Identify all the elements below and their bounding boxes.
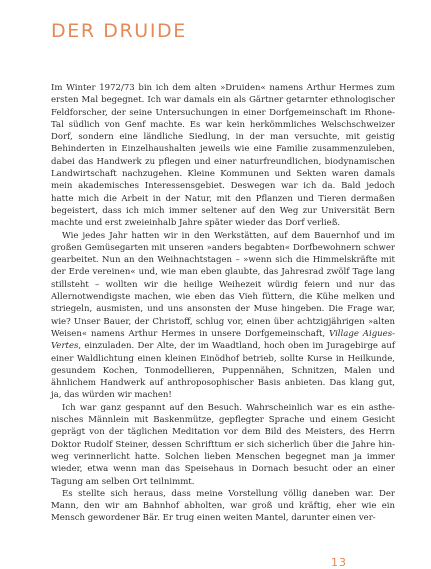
paragraph-text: Ich war ganz gespannt auf den Besuch. Wahrscheinlich war es ein asthenisches Männlein mit Baskenmütze, gepflegter Sprache und einem Gesicht geprägt von der täglichen Meditation vor dem Bild des Meisters, des Herrn Doktor Rudolf Steiner, dessen Schrifttum er sich sicherlich über die Jahre hinweg verinnerlicht hatte. Solchen lieben Menschen begegnet man ja immer wieder, etwa wenn man das Speisehaus in Dornach besucht oder an einer Tagung am selben Ort teilnimmt. [51,402,395,487]
italic-text: Village Aigues-Vertes [51,328,396,352]
paragraph [51,488,395,525]
page-number: 13 [331,556,347,569]
paragraph-text: Im Winter 1972/73 bin ich dem alten »Druiden« namens Arthur Hermes zum ersten Mal begegnet. Ich war damals ein als Gärtner getarnter ethnologischer Feldforscher, der seine Untersuchungen in einer Dorfgemeinschaft im Rhone-Tal südlich von Genf machte. Es war kein herkömmliches Welschschweizer Dorf, sondern eine ländliche Siedlung, in der man versuchte, mit geistig Behinderten in Einzelhaushalten jeweils wie eine Familie zusammenzuleben, dabei das Handwerk zu pflegen und einer naturfreundlichen, biodynamischen Landwirtschaft nachzugehen. Kleine Kommunen und Sekten waren damals mein akademisches Interessensgebiet. Deswegen war ich da. Bald jedoch hatte mich die Arbeit in der Natur, mit den Pflanzen und Tieren dermaßen begeistert, dass ich mich immer seltener auf den Weg zur Universität Bern machte und erst zweieinhalb Jahre später wieder das Dorf verließ. [51,83,395,229]
paragraph-text: Es stellte sich heraus, dass meine Vorstellung völlig daneben war. Der Mann, den wir am Bahnhof abholten, war groß und kräftig, eher wie ein Mensch gewordener Bär. Er trug einen weiten Mantel, darunter einen ver- [51,488,395,524]
paragraph [51,230,395,402]
paragraph-text: , einzuladen. Der Alte, der im Waadtland, hoch oben im Juragebirge auf einer Waldlichtung einen kleinen Einödhof betrieb, sollte Kurse in Heilkunde, gesundem Kochen, Tonmodellieren, Puppennähen, Schnitzen, Malen und ähnlichem Handwerk auf anthroposophischer Basis anbieten. Das klang gut, ja, das würden wir machen! [51,341,395,401]
paragraph-text: Wie jedes Jahr hatten wir in den Werkstätten, auf dem Bauernhof und im großen Gemüsegarten mit unseren »anders begabten« Dorfbewohnern schwer gearbeitet. Nun an den Weihnachtstagen – »wenn sich die Himmelskräfte mit der Erde vereinen« und, wie man eben glaubte, das Jahresrad zwölf Tage lang stillsteht – wollten wir die heilige Weihezeit würdig feiern und nur das Allernotwendigste machen, wie eben das Vieh füttern, die Kühe melken und striegeln, ausmisten, und uns ansonsten der Muse hingeben. Die Frage war, wie? Unser Bauer, der Christoff, schlug vor, einen über achtzigjährigen »alten Weisen« namens Arthur Hermes in unsere Dorfgemeinschaft, [51,230,395,339]
paragraph [51,82,395,230]
chapter-title: DER DRUIDE [51,20,187,42]
body-text [51,82,395,525]
paragraph [51,402,395,488]
